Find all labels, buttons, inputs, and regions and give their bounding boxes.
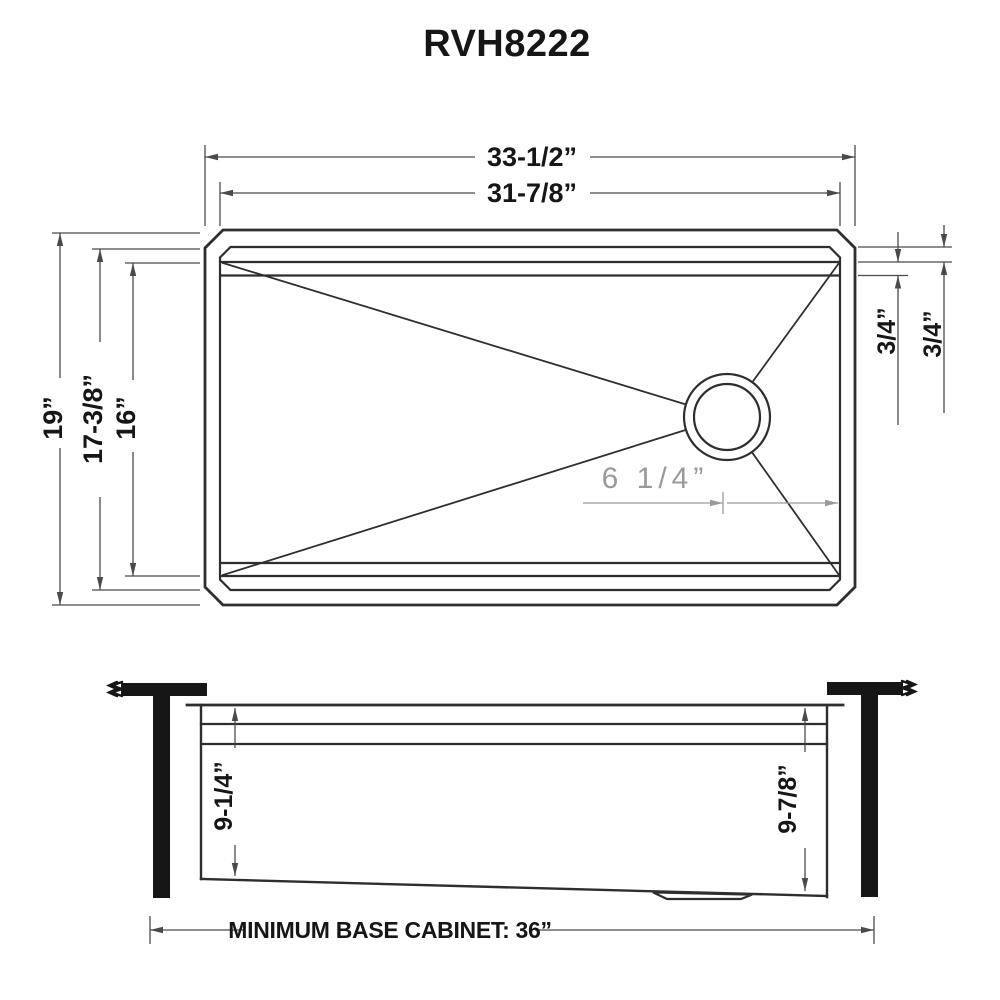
dim-label-overall-width: 33-1/2” — [486, 142, 578, 172]
cabinet-wall-left — [153, 696, 170, 898]
dim-label-rim-ledge-top: 3/4” — [873, 307, 901, 355]
dim-label-drain-offset: 6 1/4” — [601, 462, 709, 495]
top-view — [205, 230, 855, 605]
dim-rim-ledge-offsets — [858, 225, 952, 425]
dim-label-bowl-width: 31-7/8” — [486, 178, 578, 208]
dim-drain-offset — [583, 462, 838, 514]
dim-bowl-width — [220, 178, 840, 226]
dim-label-basin-depth: 16” — [111, 396, 141, 440]
dim-depth-front — [210, 708, 238, 876]
dim-label-overall-depth: 19” — [38, 396, 68, 440]
dim-label-depth-rear: 9-7/8” — [774, 764, 802, 834]
base-cabinet-note: MINIMUM BASE CABINET: 36” — [228, 917, 552, 943]
countertop-left — [121, 683, 207, 696]
drain-outer-circle — [684, 374, 770, 460]
page-title: RVH8222 — [423, 23, 591, 65]
drain-fitting-bump — [653, 892, 752, 899]
dim-base-cabinet — [150, 916, 874, 944]
countertop-right — [827, 682, 903, 695]
dim-depth-rear — [774, 708, 805, 891]
drain-slope-line-top-left — [223, 263, 727, 417]
drain-slope-line-bottom-left — [223, 417, 727, 575]
cabinet-wall-right — [861, 695, 878, 897]
dim-basin-depth — [111, 263, 200, 576]
dim-label-depth-front: 9-1/4” — [210, 761, 238, 831]
dim-label-rim-ledge-bottom: 3/4” — [919, 310, 947, 358]
dim-label-bowl-depth: 17-3/8” — [78, 373, 108, 465]
